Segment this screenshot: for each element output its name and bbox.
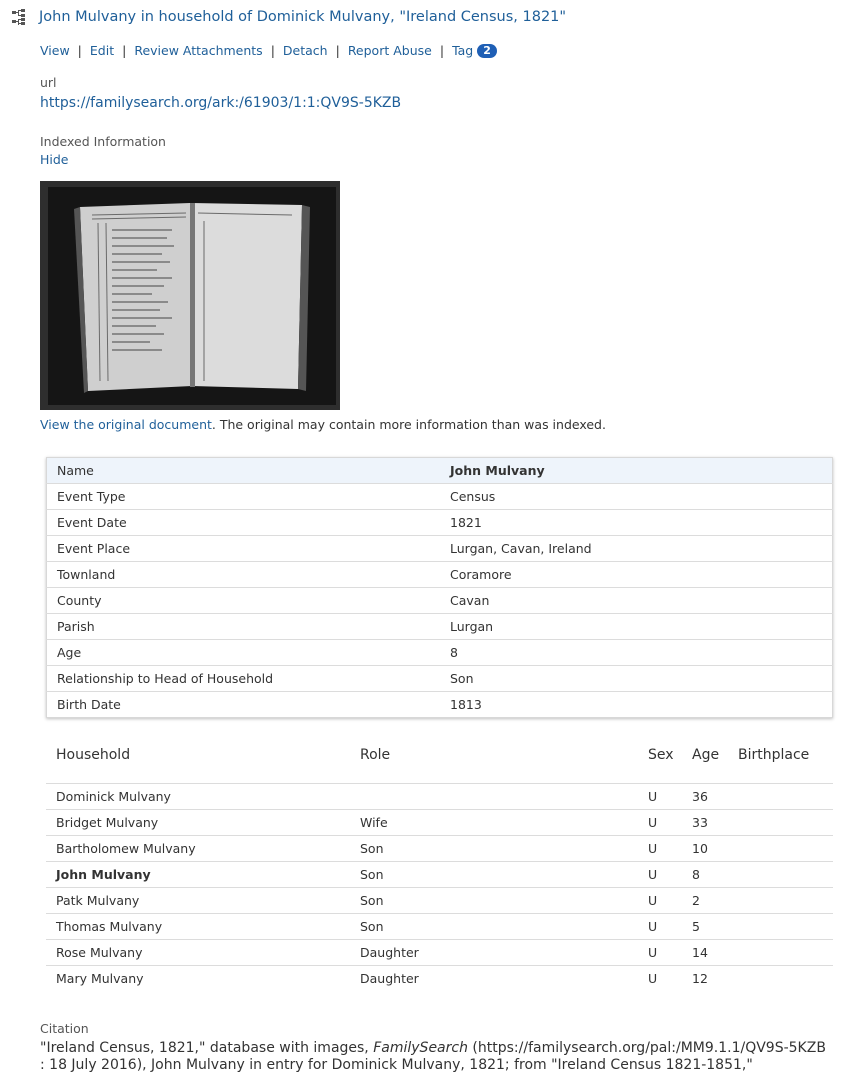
household-row[interactable]	[46, 784, 833, 810]
household-header-row	[46, 747, 833, 784]
detach-link[interactable]: Detach	[282, 43, 328, 58]
document-image-icon	[40, 181, 340, 410]
household-age-cell: 5	[685, 914, 730, 940]
household-row[interactable]	[46, 888, 833, 914]
separator: |	[270, 43, 275, 58]
household-age-cell: 33	[685, 810, 730, 836]
indexed-information-label: Indexed Information	[40, 134, 166, 149]
citation-text	[40, 1040, 830, 1074]
household-role-cell: Wife	[350, 810, 647, 836]
info-row-value: 1821	[440, 510, 833, 536]
tag-link[interactable]: Tag	[452, 43, 474, 58]
original-note: . The original may contain more information than was indexed.	[211, 417, 606, 432]
household-role-cell: Daughter	[350, 940, 647, 966]
info-row	[47, 692, 833, 718]
family-tree-icon	[11, 9, 27, 25]
info-row-label: County	[47, 588, 441, 614]
household-table	[46, 747, 833, 991]
document-thumbnail[interactable]	[40, 181, 340, 410]
household-birthplace-cell	[730, 940, 833, 966]
action-bar	[40, 43, 497, 58]
citation-label: Citation	[40, 1021, 89, 1036]
info-row-label: Event Place	[47, 536, 441, 562]
info-row-label: Parish	[47, 614, 441, 640]
household-name-cell: John Mulvany	[46, 862, 350, 888]
view-link[interactable]: View	[40, 43, 70, 58]
household-row[interactable]	[46, 810, 833, 836]
record-url-link[interactable]: https://familysearch.org/ark:/61903/1:1:QV9S-5KZB	[40, 95, 402, 111]
household-role-cell	[350, 784, 647, 810]
age-column-header: Age	[685, 747, 730, 784]
household-name-cell: Mary Mulvany	[56, 971, 144, 986]
household-sex-cell: U	[647, 862, 685, 888]
household-name-cell: Bridget Mulvany	[46, 810, 350, 836]
info-row-value: Coramore	[440, 562, 833, 588]
household-sex-cell: U	[647, 810, 685, 836]
edit-link[interactable]: Edit	[89, 43, 115, 58]
info-row	[47, 614, 833, 640]
household-age-cell: 12	[692, 971, 708, 986]
sex-column-header: Sex	[647, 747, 685, 784]
view-original-document-link[interactable]: View the original document	[40, 417, 212, 432]
household-role-cell: Son	[350, 914, 647, 940]
household-age-cell: 2	[685, 888, 730, 914]
household-row[interactable]	[46, 966, 833, 992]
household-sex-cell: U	[647, 914, 685, 940]
household-sex-cell: U	[647, 940, 685, 966]
info-row-label: Event Date	[47, 510, 441, 536]
info-row	[47, 484, 833, 510]
indexed-info-table	[46, 457, 833, 718]
separator: |	[122, 43, 127, 58]
info-row-value: Cavan	[440, 588, 833, 614]
info-row	[47, 666, 833, 692]
info-row	[47, 588, 833, 614]
household-sex-cell: U	[647, 888, 685, 914]
citation-part1: "Ireland Census, 1821," database with images,	[40, 1040, 374, 1056]
separator: |	[439, 43, 445, 58]
household-birthplace-cell	[730, 810, 833, 836]
citation-part2: (https://familysearch.org/pal:/MM9.1.1/QV9S-5KZB : 18 July 2016), John Mulvany in entry for Dominick Mulvany, 1821; from "Ireland Census 1821-1851,"	[40, 1040, 826, 1073]
separator: |	[77, 43, 82, 58]
household-row[interactable]	[46, 914, 833, 940]
info-row-value: Lurgan, Cavan, Ireland	[440, 536, 833, 562]
info-row	[47, 458, 833, 484]
household-sex-cell: U	[647, 836, 685, 862]
url-label: url	[40, 75, 57, 90]
info-row-value: John Mulvany	[440, 458, 833, 484]
household-birthplace-cell	[730, 888, 833, 914]
household-birthplace-cell	[730, 914, 833, 940]
household-role-cell: Son	[350, 862, 647, 888]
household-name-cell: Thomas Mulvany	[46, 914, 350, 940]
household-birthplace-cell	[730, 966, 833, 992]
info-row-label: Townland	[47, 562, 441, 588]
household-name-cell: Rose Mulvany	[46, 940, 350, 966]
info-row	[47, 510, 833, 536]
tag-count-badge[interactable]: 2	[477, 44, 497, 58]
role-column-header: Role	[350, 747, 647, 784]
view-original-line	[40, 417, 606, 432]
info-row	[47, 562, 833, 588]
household-age-cell: 10	[685, 836, 730, 862]
info-row-label: Birth Date	[47, 692, 441, 718]
household-name-cell: Dominick Mulvany	[46, 784, 350, 810]
info-row-value: 8	[440, 640, 833, 666]
info-row-value: Lurgan	[440, 614, 833, 640]
birthplace-column-header: Birthplace	[730, 747, 833, 784]
citation-italic: FamilySearch	[373, 1040, 468, 1056]
hide-link[interactable]: Hide	[40, 152, 69, 167]
info-row-label: Name	[47, 458, 441, 484]
info-row-label: Event Type	[47, 484, 441, 510]
household-age-cell: 14	[685, 940, 730, 966]
household-birthplace-cell	[730, 862, 833, 888]
household-age-cell: 36	[685, 784, 730, 810]
report-abuse-link[interactable]: Report Abuse	[347, 43, 432, 58]
household-column-header: Household	[46, 747, 350, 784]
info-row-value: 1813	[440, 692, 833, 718]
household-role-cell: Son	[350, 836, 647, 862]
household-sex-cell: U	[647, 784, 685, 810]
household-row[interactable]	[46, 836, 833, 862]
info-row-value: Census	[440, 484, 833, 510]
household-name-cell: Bartholomew Mulvany	[46, 836, 350, 862]
household-age-cell: 8	[685, 862, 730, 888]
record-title-link[interactable]: John Mulvany in household of Dominick Mulvany, "Ireland Census, 1821"	[39, 9, 567, 25]
info-row	[47, 640, 833, 666]
review-attachments-link[interactable]: Review Attachments	[134, 43, 263, 58]
household-role-cell: Son	[350, 888, 647, 914]
household-row[interactable]	[46, 940, 833, 966]
household-sex-cell: U	[648, 971, 658, 986]
household-role-cell: Daughter	[360, 971, 419, 986]
household-name-cell: Patk Mulvany	[46, 888, 350, 914]
household-birthplace-cell	[730, 836, 833, 862]
household-row[interactable]	[46, 862, 833, 888]
info-row-value: Son	[440, 666, 833, 692]
separator: |	[335, 43, 340, 58]
info-row-label: Relationship to Head of Household	[47, 666, 441, 692]
info-row	[47, 536, 833, 562]
household-birthplace-cell	[730, 784, 833, 810]
info-row-label: Age	[47, 640, 441, 666]
